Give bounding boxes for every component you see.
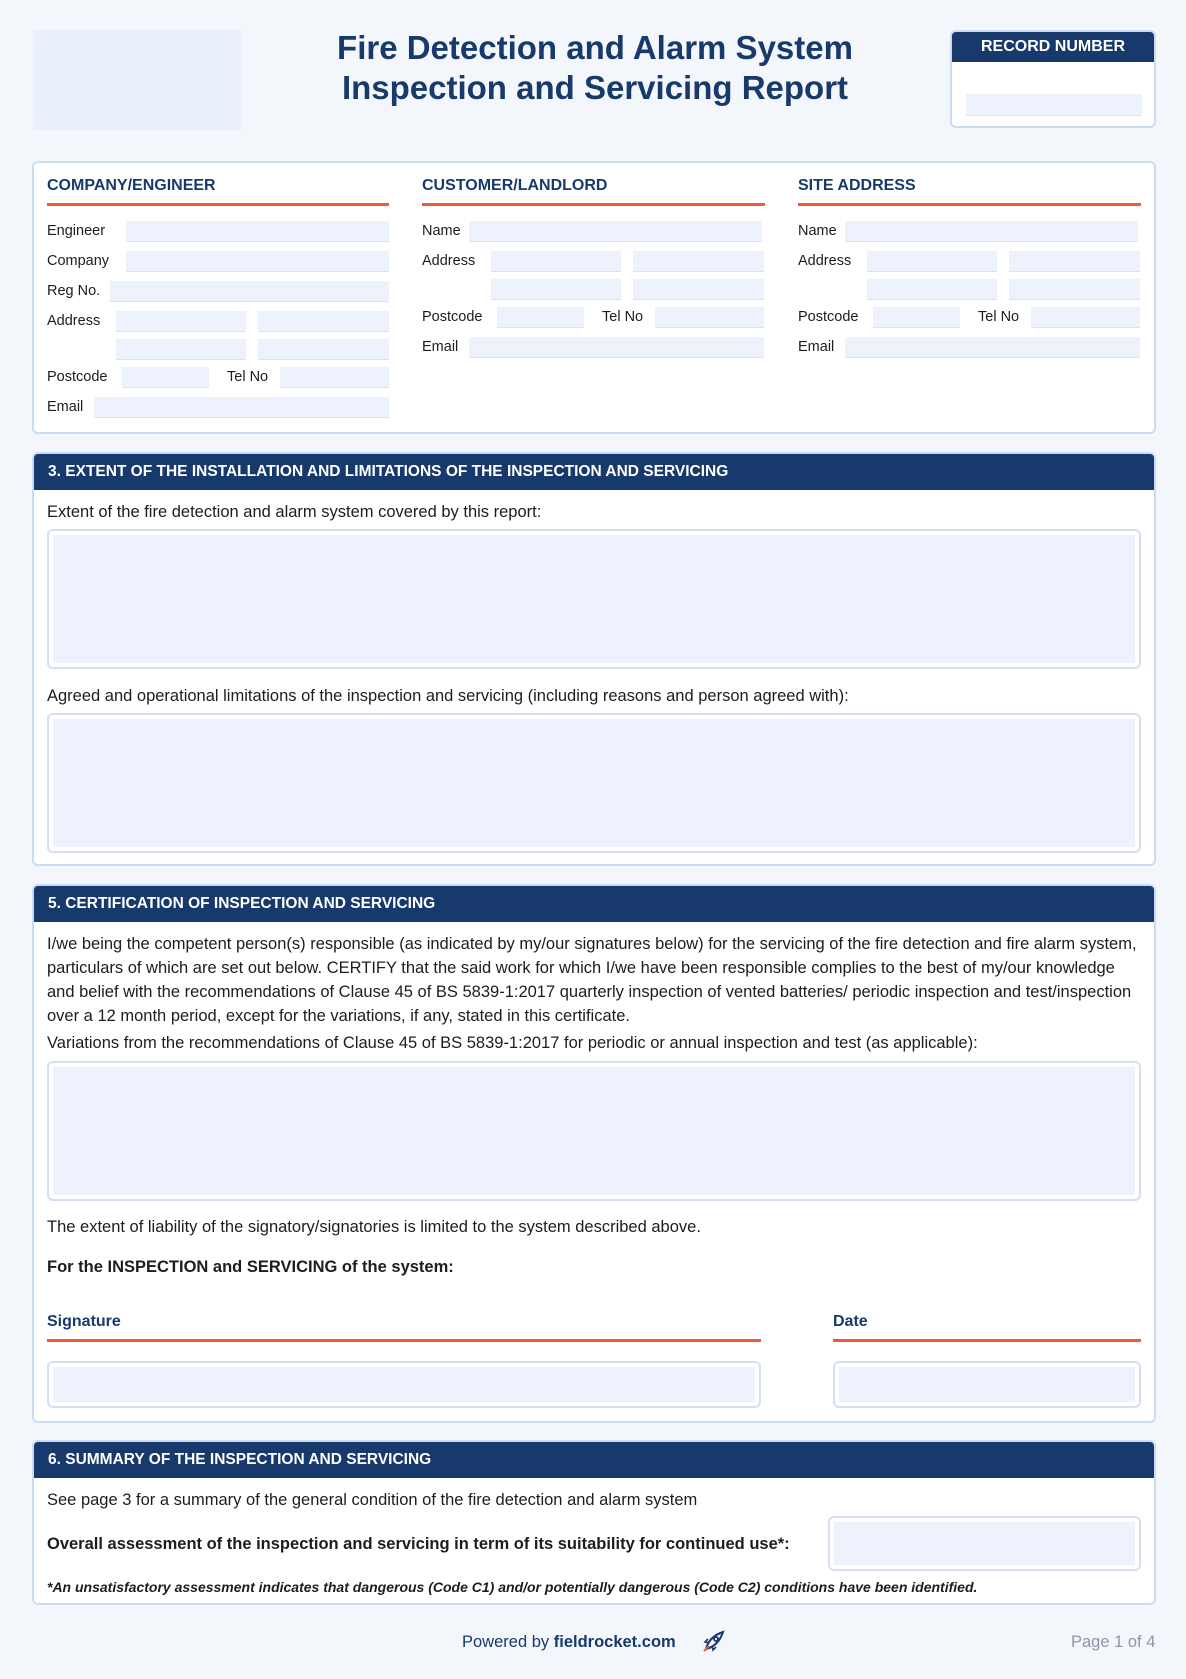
customer-address-label: Address [422,253,476,269]
rocket-icon [700,1629,726,1655]
assessment-note: *An unsatisfactory assessment indicates that dangerous (Code C1) and/or potentially dangerous (Code C2) conditions have been identified. [47,1579,978,1595]
customer-tel-label: Tel No [602,309,644,325]
site-name-input[interactable] [845,221,1138,242]
company-email-input[interactable] [94,397,389,418]
company-address-line2b[interactable] [258,339,389,360]
reg-no-input[interactable] [110,281,389,302]
company-address-line1b[interactable] [258,311,389,332]
company-title: COMPANY/ENGINEER [47,177,216,194]
signature-label: Signature [47,1313,121,1330]
customer-address-line2a[interactable] [491,279,621,300]
customer-postcode-label: Postcode [422,309,483,325]
site-email-input[interactable] [845,337,1140,358]
page-number: Page 1 of 4 [1071,1633,1156,1651]
customer-address-line1a[interactable] [491,251,621,272]
section-3-header: 3. EXTENT OF THE INSTALLATION AND LIMITATIONS OF THE INSPECTION AND SERVICING [34,454,1154,490]
date-input[interactable] [833,1361,1141,1408]
variations-textarea[interactable] [47,1061,1141,1201]
signature-input[interactable] [47,1361,761,1408]
date-rule [833,1339,1141,1342]
section-5-card [32,884,1156,1423]
site-address-label: Address [798,253,852,269]
signature-rule [47,1339,761,1342]
site-postcode-label: Postcode [798,309,859,325]
customer-postcode-input[interactable] [497,307,584,328]
site-address-line2a[interactable] [867,279,997,300]
for-inspection-text: For the INSPECTION and SERVICING of the system: [47,1258,454,1276]
overall-assessment-label: Overall assessment of the inspection and servicing in term of its suitability for continued use*: [47,1535,790,1553]
company-email-label: Email [47,399,84,415]
record-number-label: RECORD NUMBER [952,32,1154,62]
liability-text: The extent of liability of the signatory/signatories is limited to the system described above. [47,1218,701,1236]
customer-address-line1b[interactable] [633,251,764,272]
site-postcode-input[interactable] [873,307,960,328]
customer-title-rule [422,203,765,206]
powered-by [462,1633,676,1652]
page-title [290,28,900,108]
section-5-header: 5. CERTIFICATION OF INSPECTION AND SERVICING [34,886,1154,922]
site-title-rule [798,203,1141,206]
customer-address-line2b[interactable] [633,279,764,300]
site-title: SITE ADDRESS [798,177,916,194]
company-postcode-input[interactable] [122,367,209,388]
overall-assessment-input[interactable] [828,1516,1141,1571]
limitations-textarea[interactable] [47,713,1141,853]
company-tel-label: Tel No [227,369,269,385]
limitations-label: Agreed and operational limitations of the inspection and servicing (including reasons and person agreed with): [47,687,849,705]
company-input[interactable] [126,251,389,272]
company-tel-input[interactable] [280,367,389,388]
engineer-label: Engineer [47,223,106,239]
site-name-label: Name [798,223,837,239]
section-6-card [32,1440,1156,1605]
site-column [798,177,1141,206]
brand-link[interactable]: fieldrocket.com [553,1633,676,1651]
extent-label: Extent of the fire detection and alarm system covered by this report: [47,503,542,521]
certification-paragraph: I/we being the competent person(s) responsible (as indicated by my/our signatures below) for the servicing of the fire detection and fire alarm system, particulars of which are set out below. CERTIFY that the said work for which I/we have been responsible complies to the best of my/our knowledge and belief with the recommendations of Clause 45 of BS 5839-1:2017 quarterly inspection of vented batteries/ periodic inspection and test/inspection over a 12 month period, except for the variations, if any, stated in this certificate. [47,935,1137,1025]
company-label: Company [47,253,110,269]
site-tel-input[interactable] [1031,307,1140,328]
see-page-text: See page 3 for a summary of the general condition of the fire detection and alarm system [47,1491,698,1509]
signature-heading [47,1313,761,1342]
powered-by-text: Powered by [462,1633,550,1651]
title-line-1: Fire Detection and Alarm System [337,29,853,66]
section-3-card [32,452,1156,866]
customer-title: CUSTOMER/LANDLORD [422,177,608,194]
site-address-line1a[interactable] [867,251,997,272]
date-heading [833,1313,1141,1342]
company-address-line2a[interactable] [116,339,246,360]
extent-textarea[interactable] [47,529,1141,669]
section-6-header: 6. SUMMARY OF THE INSPECTION AND SERVICING [34,1442,1154,1478]
site-tel-label: Tel No [978,309,1020,325]
variations-label: Variations from the recommendations of Clause 45 of BS 5839-1:2017 for periodic or annual inspection and test (as applicable): [47,1034,978,1052]
company-address-label: Address [47,313,101,329]
record-number-input[interactable] [966,94,1142,116]
date-label: Date [833,1313,868,1330]
customer-email-label: Email [422,339,459,355]
company-address-line1a[interactable] [116,311,246,332]
company-title-rule [47,203,389,206]
customer-name-label: Name [422,223,461,239]
company-logo-placeholder [33,30,241,130]
company-column [47,177,389,206]
site-address-line2b[interactable] [1009,279,1140,300]
customer-column [422,177,765,206]
site-address-line1b[interactable] [1009,251,1140,272]
customer-name-input[interactable] [469,221,762,242]
record-number-box [950,30,1156,128]
title-line-2: Inspection and Servicing Report [341,69,849,106]
reg-no-label: Reg No. [47,283,101,299]
engineer-input[interactable] [126,221,389,242]
customer-email-input[interactable] [469,337,764,358]
parties-card [32,161,1156,434]
site-email-label: Email [798,339,835,355]
customer-tel-input[interactable] [655,307,764,328]
company-postcode-label: Postcode [47,369,108,385]
